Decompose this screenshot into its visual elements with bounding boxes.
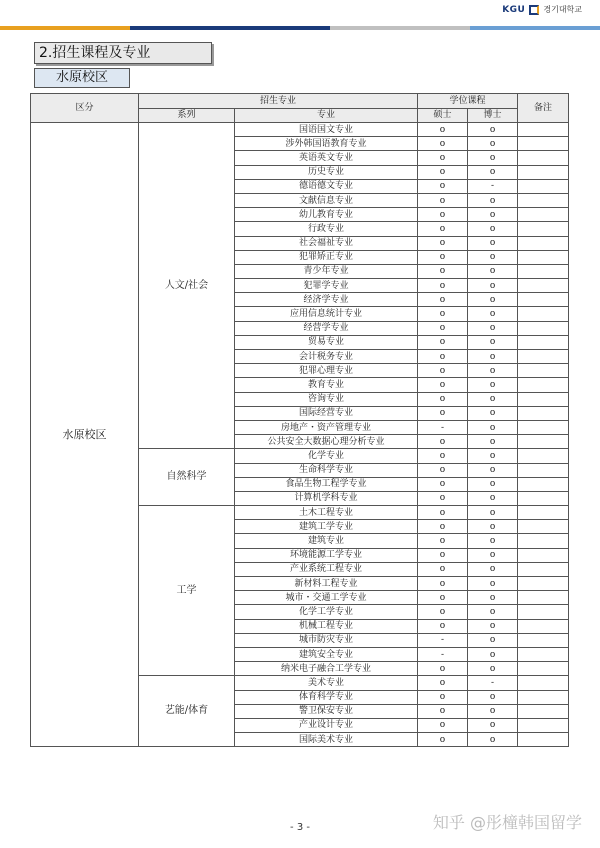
doctor-cell: o [468,208,518,222]
majors-table [30,93,569,747]
master-cell: o [418,662,468,676]
header-degree: 学位课程 [418,94,518,109]
doctor-cell: - [468,676,518,690]
note-cell [518,577,569,591]
note-cell [518,704,569,718]
major-cell: 环境能源工学专业 [235,548,418,562]
master-cell: o [418,619,468,633]
doctor-cell: o [468,591,518,605]
master-cell: - [418,420,468,434]
master-cell: o [418,193,468,207]
doctor-cell: o [468,435,518,449]
doctor-cell: o [468,577,518,591]
note-cell [518,520,569,534]
section-title: 2.招生课程及专业 [34,42,212,64]
master-cell: o [418,562,468,576]
note-cell [518,264,569,278]
doctor-cell: o [468,364,518,378]
major-cell: 国语国文专业 [235,123,418,137]
header-major: 专业 [235,108,418,123]
major-cell: 文献信息专业 [235,193,418,207]
master-cell: o [418,591,468,605]
doctor-cell: o [468,562,518,576]
doctor-cell: o [468,250,518,264]
note-cell [518,378,569,392]
series-cell: 工学 [139,506,235,676]
major-cell: 经营学专业 [235,321,418,335]
doctor-cell: o [468,520,518,534]
note-cell [518,548,569,562]
doctor-cell: o [468,165,518,179]
doctor-cell: o [468,704,518,718]
major-cell: 国际经营专业 [235,406,418,420]
doctor-cell: o [468,662,518,676]
major-cell: 贸易专业 [235,335,418,349]
doctor-cell: o [468,534,518,548]
note-cell [518,605,569,619]
table-row [31,123,569,137]
major-cell: 城市防灾专业 [235,633,418,647]
note-cell [518,718,569,732]
note-cell [518,321,569,335]
note-cell [518,179,569,193]
master-cell: o [418,350,468,364]
master-cell: o [418,577,468,591]
watermark: 知乎 @彤橦韩国留学 [432,813,582,832]
master-cell: o [418,690,468,704]
master-cell: o [418,264,468,278]
note-cell [518,208,569,222]
doctor-cell: o [468,506,518,520]
major-cell: 犯罪矫正专业 [235,250,418,264]
master-cell: o [418,704,468,718]
stripe-segment [470,26,600,30]
major-cell: 化学工学专业 [235,605,418,619]
note-cell [518,222,569,236]
master-cell: o [418,293,468,307]
note-cell [518,591,569,605]
master-cell: o [418,250,468,264]
note-cell [518,392,569,406]
header-master: 硕士 [418,108,468,123]
doctor-cell: o [468,222,518,236]
page-header [0,0,600,28]
header-note: 备注 [518,94,569,123]
master-cell: o [418,321,468,335]
major-cell: 犯罪学专业 [235,279,418,293]
doctor-cell: o [468,193,518,207]
header-series: 系列 [139,108,235,123]
series-cell: 人文/社会 [139,123,235,449]
master-cell: o [418,335,468,349]
master-cell: o [418,435,468,449]
major-cell: 经济学专业 [235,293,418,307]
header-stripe [0,26,600,30]
master-cell: o [418,222,468,236]
header-division: 区分 [31,94,139,123]
note-cell [518,279,569,293]
note-cell [518,506,569,520]
doctor-cell: o [468,449,518,463]
logo-mark: KGU [502,4,526,15]
master-cell: o [418,364,468,378]
major-cell: 纳米电子融合工学专业 [235,662,418,676]
major-cell: 建筑专业 [235,534,418,548]
master-cell: o [418,491,468,505]
master-cell: o [418,406,468,420]
doctor-cell: o [468,378,518,392]
note-cell [518,151,569,165]
majors-table-body [31,123,569,747]
doctor-cell: o [468,548,518,562]
note-cell [518,435,569,449]
doctor-cell: o [468,690,518,704]
master-cell: o [418,208,468,222]
master-cell: o [418,165,468,179]
major-cell: 美术专业 [235,676,418,690]
doctor-cell: o [468,321,518,335]
note-cell [518,335,569,349]
doctor-cell: o [468,350,518,364]
doctor-cell: o [468,463,518,477]
major-cell: 应用信息统计专业 [235,307,418,321]
logo-text: 경기대학교 [543,5,582,14]
stripe-segment [130,26,330,30]
stripe-segment [330,26,470,30]
master-cell: o [418,279,468,293]
master-cell: o [418,718,468,732]
master-cell: o [418,236,468,250]
doctor-cell: o [468,647,518,661]
note-cell [518,662,569,676]
doctor-cell: o [468,279,518,293]
major-cell: 英语英文专业 [235,151,418,165]
campus-cell: 水原校区 [31,123,139,747]
master-cell: o [418,137,468,151]
note-cell [518,619,569,633]
master-cell: o [418,676,468,690]
doctor-cell: o [468,307,518,321]
note-cell [518,420,569,434]
major-cell: 新材料工程专业 [235,577,418,591]
note-cell [518,491,569,505]
doctor-cell: o [468,491,518,505]
header-program: 招生专业 [139,94,418,109]
major-cell: 产业系统工程专业 [235,562,418,576]
note-cell [518,406,569,420]
doctor-cell: o [468,293,518,307]
doctor-cell: o [468,605,518,619]
doctor-cell: o [468,718,518,732]
header-doctor: 博士 [468,108,518,123]
note-cell [518,350,569,364]
master-cell: o [418,733,468,747]
doctor-cell: o [468,633,518,647]
note-cell [518,123,569,137]
note-cell [518,562,569,576]
master-cell: o [418,605,468,619]
major-cell: 生命科学专业 [235,463,418,477]
major-cell: 德语德文专业 [235,179,418,193]
master-cell: - [418,633,468,647]
doctor-cell: o [468,236,518,250]
master-cell: o [418,179,468,193]
major-cell: 涉外韩国语教育专业 [235,137,418,151]
doctor-cell: o [468,392,518,406]
major-cell: 公共安全大数据心理分析专业 [235,435,418,449]
master-cell: o [418,506,468,520]
note-cell [518,250,569,264]
doctor-cell: o [468,406,518,420]
note-cell [518,463,569,477]
major-cell: 历史专业 [235,165,418,179]
master-cell: o [418,534,468,548]
doctor-cell: o [468,137,518,151]
master-cell: o [418,307,468,321]
university-logo [502,4,582,15]
master-cell: o [418,477,468,491]
major-cell: 社会福祉专业 [235,236,418,250]
note-cell [518,534,569,548]
note-cell [518,633,569,647]
major-cell: 体育科学专业 [235,690,418,704]
note-cell [518,690,569,704]
doctor-cell: - [468,179,518,193]
major-cell: 土木工程专业 [235,506,418,520]
major-cell: 建筑安全专业 [235,647,418,661]
logo-icon [529,5,539,15]
major-cell: 城市・交通工学专业 [235,591,418,605]
page-number: - 3 - [290,822,310,833]
note-cell [518,165,569,179]
master-cell: o [418,392,468,406]
doctor-cell: o [468,420,518,434]
major-cell: 警卫保安专业 [235,704,418,718]
doctor-cell: o [468,619,518,633]
note-cell [518,307,569,321]
note-cell [518,193,569,207]
major-cell: 咨询专业 [235,392,418,406]
note-cell [518,647,569,661]
master-cell: o [418,123,468,137]
master-cell: o [418,463,468,477]
master-cell: o [418,151,468,165]
note-cell [518,733,569,747]
master-cell: o [418,548,468,562]
note-cell [518,364,569,378]
major-cell: 幼儿教育专业 [235,208,418,222]
major-cell: 食品生物工程学专业 [235,477,418,491]
major-cell: 青少年专业 [235,264,418,278]
note-cell [518,236,569,250]
series-cell: 自然科学 [139,449,235,506]
doctor-cell: o [468,151,518,165]
doctor-cell: o [468,264,518,278]
major-cell: 产业设计专业 [235,718,418,732]
doctor-cell: o [468,335,518,349]
note-cell [518,449,569,463]
major-cell: 化学专业 [235,449,418,463]
major-cell: 国际美术专业 [235,733,418,747]
major-cell: 教育专业 [235,378,418,392]
major-cell: 房地产・资产管理专业 [235,420,418,434]
major-cell: 建筑工学专业 [235,520,418,534]
major-cell: 机械工程专业 [235,619,418,633]
note-cell [518,676,569,690]
campus-title: 水原校区 [34,68,130,88]
major-cell: 犯罪心理专业 [235,364,418,378]
series-cell: 艺能/体育 [139,676,235,747]
major-cell: 会计税务专业 [235,350,418,364]
doctor-cell: o [468,477,518,491]
note-cell [518,477,569,491]
doctor-cell: o [468,733,518,747]
master-cell: o [418,520,468,534]
master-cell: - [418,647,468,661]
note-cell [518,137,569,151]
doctor-cell: o [468,123,518,137]
note-cell [518,293,569,307]
stripe-segment [0,26,130,30]
major-cell: 计算机学科专业 [235,491,418,505]
major-cell: 行政专业 [235,222,418,236]
master-cell: o [418,449,468,463]
master-cell: o [418,378,468,392]
